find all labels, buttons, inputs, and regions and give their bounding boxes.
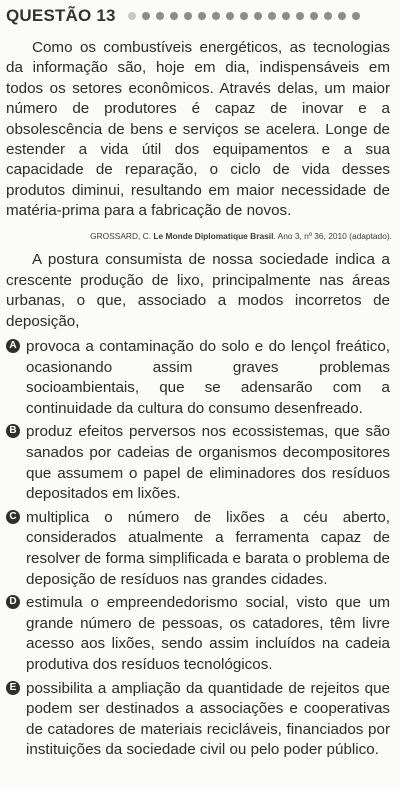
option-c[interactable] [6,508,390,590]
dot-icon [254,12,262,20]
dot-icon [212,12,220,20]
dot-icon [226,12,234,20]
option-a-letter-icon: A [6,339,20,353]
option-a[interactable] [6,337,390,419]
option-d-letter-icon: D [6,595,20,609]
dot-icon [170,12,178,20]
option-c-text: multiplica o número de lixões a céu aberto, considerados atualmente a ferramenta capaz de resolver de forma simplificada e barata o problema de deposição de resíduos nas grandes cidades. [26,508,390,588]
dot-icon [198,12,206,20]
option-b[interactable] [6,422,390,504]
dot-icon [142,12,150,20]
dot-icon [338,12,346,20]
option-d[interactable] [6,593,390,675]
option-b-letter-icon: B [6,424,20,438]
dot-icon [352,12,360,20]
option-d-text: estimula o empreendedorismo social, visto que um grande número de pessoas, os catadores, têm livre acesso aos lixões, sendo assim incluídos na cadeia produtiva dos resíduos tecnológicos. [26,594,390,673]
source-publication: Le Monde Diplomatique Brasil [153,231,274,241]
option-a-text: provoca a contaminação do solo e do lençol freático, ocasionando assim graves problemas socioambientais, que se adensarão com a continuidade da cultura do consumo desenfreado. [26,338,390,417]
dot-icon [282,12,290,20]
dot-icon [324,12,332,20]
excerpt-text: Como os combustíveis energéticos, as tecnologias da informação são, hoje em dia, indispensáveis em todos os setores econômicos. Através delas, um maior número de produtores é capaz de inovar e a obsolescência de bens e serviços se acelera. Longe de estender a vida útil dos equipamentos e a sua capacidade de reparação, o ciclo de vida desses produtos diminui, resultando em maior necessidade de matéria-prima para a fabricação de novos. [6,39,390,220]
question-header [6,3,394,29]
question-title: QUESTÃO 13 [6,6,116,25]
source-citation [90,231,392,241]
answer-options [6,337,390,764]
option-b-text: produz efeitos perversos nos ecossistemas, que são sanados por cadeias de organismos decompositores que assumem o papel de eliminadores dos resíduos depositados em lixões. [26,423,390,503]
dot-icon [184,12,192,20]
dot-icon [240,12,248,20]
option-c-letter-icon: C [6,510,20,524]
option-e-letter-icon: E [6,681,20,695]
dot-icon [156,12,164,20]
option-e-text: possibilita a ampliação da quantidade de rejeitos que podem ser destinados a associações e cooperativas de catadores de materiais recicláveis, financiados por instituições da sociedade civil ou pelo poder público. [26,679,390,759]
option-e[interactable] [6,679,390,761]
source-author: GROSSARD, C. [90,231,154,241]
question-stem: A postura consumista de nossa sociedade indica a crescente produção de lixo, principalmente nas áreas urbanas, o que, associado a modos incorretos de deposição, [6,251,390,330]
dot-icon [296,12,304,20]
decorative-dots [128,12,360,20]
source-details: . Ano 3, nº 36, 2010 (adaptado). [273,231,392,241]
dot-icon [310,12,318,20]
dot-icon [268,12,276,20]
dot-icon [128,12,136,20]
